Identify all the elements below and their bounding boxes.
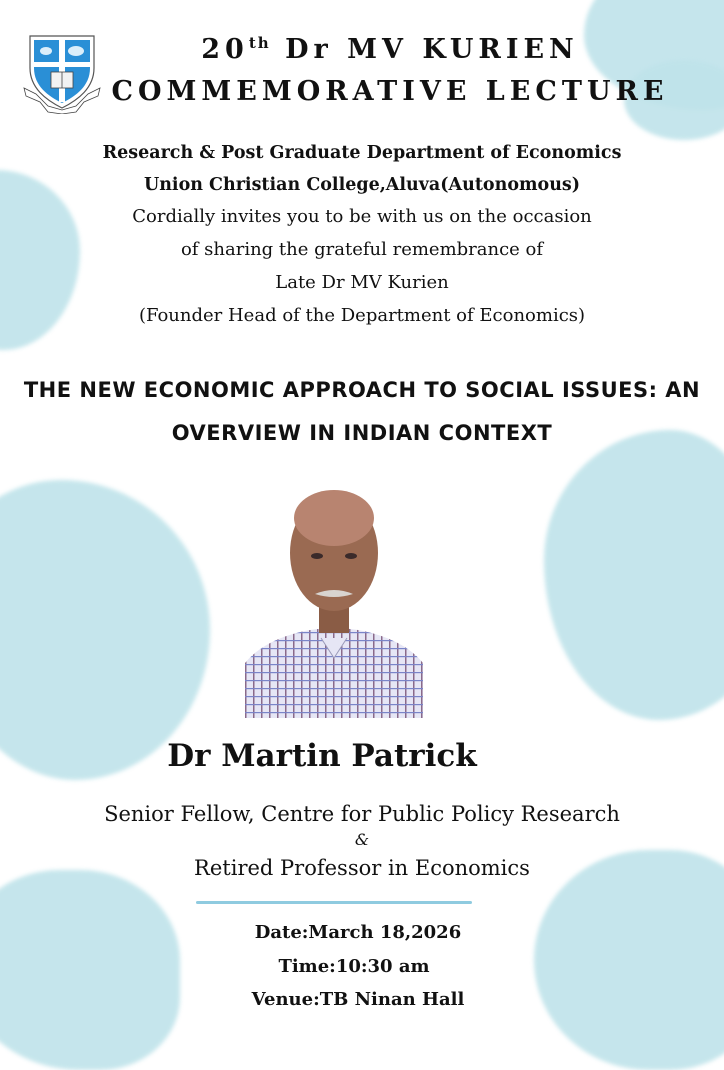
college-crest-icon	[22, 32, 102, 114]
lecture-topic-line-2: OVERVIEW IN INDIAN CONTEXT	[171, 421, 553, 445]
speaker-designation-1: Senior Fellow, Centre for Public Policy Research	[104, 802, 620, 826]
section-divider	[196, 901, 472, 904]
lecture-topic-line-1: THE NEW ECONOMIC APPROACH TO SOCIAL ISSUES: AN	[23, 378, 701, 402]
lecture-title-line2: COMMEMORATIVE LECTURE	[111, 76, 669, 107]
invitation-line-1: Cordially invites you to be with us on the occasion	[132, 206, 592, 227]
speaker-designation-2: Retired Professor in Economics	[194, 856, 530, 880]
ordinal-suffix: th	[248, 34, 271, 52]
ordinal-number: 20	[201, 34, 249, 65]
event-venue: Venue:TB Ninan Hall	[251, 989, 465, 1010]
invitation-line-2: of sharing the grateful remembrance of	[180, 239, 544, 260]
watercolor-splash-right-middle	[544, 430, 724, 720]
watercolor-splash-left-middle	[0, 480, 210, 780]
ampersand-separator: &	[354, 830, 370, 849]
event-time: Time:10:30 am	[278, 956, 430, 977]
department-name: Research & Post Graduate Department of Economics	[102, 143, 622, 163]
invitation-line-4: (Founder Head of the Department of Economics)	[138, 305, 586, 326]
speaker-photo	[245, 488, 423, 718]
event-date: Date:March 18,2026	[254, 922, 462, 943]
lecture-title-line1	[110, 34, 670, 65]
invitation-line-3: Late Dr MV Kurien	[275, 272, 449, 293]
college-name: Union Christian College,Aluva(Autonomous)	[143, 175, 581, 195]
speaker-name: Dr Martin Patrick	[167, 738, 477, 774]
title-honoree: Dr MV KURIEN	[270, 34, 579, 65]
